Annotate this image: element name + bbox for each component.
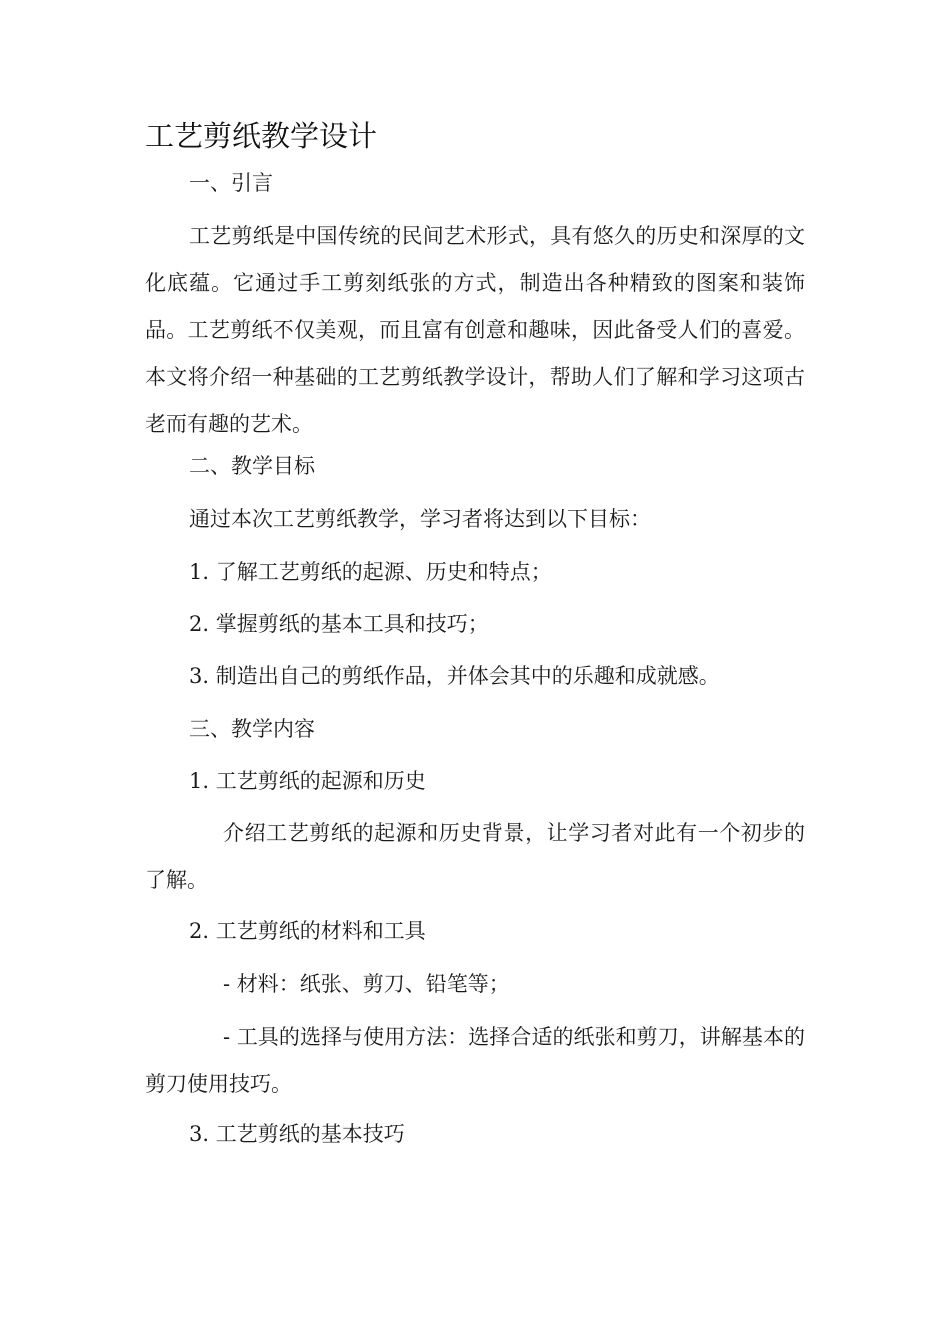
section-heading-introduction: 一、引言: [189, 171, 273, 195]
content-item-1-heading: 1. 工艺剪纸的起源和历史: [189, 769, 426, 793]
section-heading-content: 三、教学内容: [189, 717, 315, 741]
goal-item-1: 1. 了解工艺剪纸的起源、历史和特点；: [189, 560, 552, 584]
section-heading-goals: 二、教学目标: [189, 454, 315, 478]
content-item-2-heading: 2. 工艺剪纸的材料和工具: [189, 919, 426, 943]
content-item-1-text: 介绍工艺剪纸的起源和历史背景，让学习者对此有一个初步的了解。: [145, 821, 805, 892]
content-item-2-tools: - 工具的选择与使用方法：选择合适的纸张和剪刀，讲解基本的剪刀使用技巧。: [145, 1025, 805, 1096]
document-title: 工艺剪纸教学设计: [145, 119, 378, 153]
content-item-3-heading: 3. 工艺剪纸的基本技巧: [189, 1122, 405, 1146]
goal-item-3: 3. 制造出自己的剪纸作品，并体会其中的乐趣和成就感。: [189, 664, 720, 688]
paragraph-introduction: 工艺剪纸是中国传统的民间艺术形式，具有悠久的历史和深厚的文化底蕴。它通过手工剪刻纸张的方式，制造出各种精致的图案和装饰品。工艺剪纸不仅美观，而且富有创意和趣味，因此备受人们的喜爱。本文将介绍一种基础的工艺剪纸教学设计，帮助人们了解和学习这项古老而有趣的艺术。: [145, 224, 805, 436]
paragraph-goals-intro: 通过本次工艺剪纸教学，学习者将达到以下目标：: [189, 507, 651, 531]
content-item-2-materials: - 材料：纸张、剪刀、铅笔等；: [223, 972, 510, 996]
goal-item-2: 2. 掌握剪纸的基本工具和技巧；: [189, 612, 489, 636]
